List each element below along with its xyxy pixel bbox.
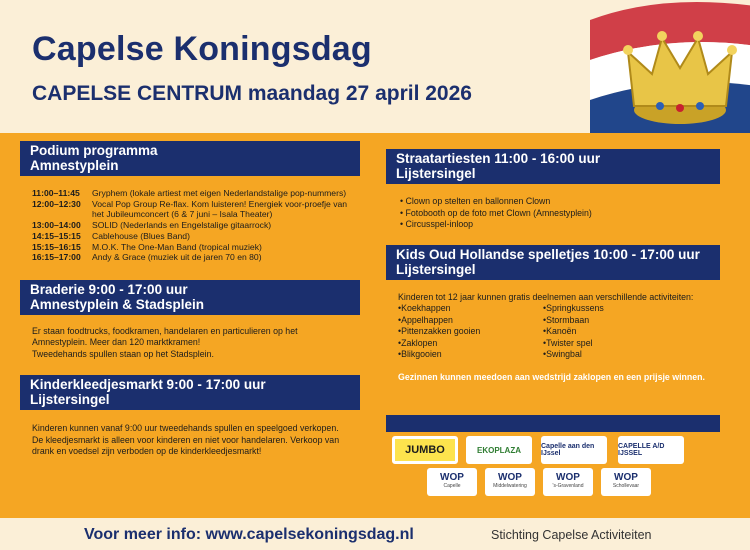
kids-heading xyxy=(386,245,720,280)
braderie-heading-line1: Braderie 9:00 - 17:00 uur xyxy=(30,281,188,297)
schedule-act: M.O.K. The One-Man Band (tropical muziek) xyxy=(92,241,262,252)
page-subtitle: CAPELSE CENTRUM maandag 27 april 2026 xyxy=(32,82,472,105)
schedule-time: 16:15–17:00 xyxy=(32,252,81,263)
straat-heading-line2: Lijstersingel xyxy=(396,166,476,181)
wop-label: WOP xyxy=(498,472,522,483)
list-item: • Stormbaan xyxy=(543,315,708,327)
kids-intro: Kinderen tot 12 jaar kunnen gratis deelnemen aan verschillende activiteiten: xyxy=(398,291,694,302)
schedule-act: Andy & Grace (muziek uit de jaren 70 en 80) xyxy=(92,252,262,263)
wop-logo xyxy=(543,468,593,496)
capelle-adijssel-logo: CAPELLE A/D IJSSEL xyxy=(618,436,684,464)
wop-label: WOP xyxy=(556,472,580,483)
braderie-heading xyxy=(20,280,360,315)
footer xyxy=(0,518,750,550)
ekoplaza-logo: EKOPLAZA xyxy=(466,436,532,464)
list-item: • Pittenzakken gooien xyxy=(398,326,543,338)
schedule-act: SOLID (Nederlands en Engelstalige gitaarrock) xyxy=(92,220,272,231)
schedule-time: 11:00–11:45 xyxy=(32,188,80,198)
sponsor-divider xyxy=(386,415,720,432)
kids-games-left xyxy=(398,303,543,361)
list-item: • Springkussens xyxy=(543,303,708,315)
kids-games xyxy=(386,303,720,361)
kinderkleed-heading-line2: Lijstersingel xyxy=(30,392,110,408)
wop-sub: Schollevaar xyxy=(612,483,640,489)
list-item: • Blikgooien xyxy=(398,349,543,361)
podium-heading xyxy=(20,141,360,176)
wop-logo xyxy=(485,468,535,496)
braderie-text-1: Er staan foodtrucks, foodkramen, handelaren en particulieren op het Amnestyplein. Meer dan 120 marktkramen! xyxy=(32,325,298,348)
jumbo-logo: JUMBO xyxy=(392,436,458,464)
kinderkleed-text: Kinderen kunnen vanaf 9:00 uur tweedehands spullen en speelgoed verkopen. De kleedjesmarkt is alleen voor kinderen en niet voor handelaren. Verkoop van drank en voedsel zijn verboden op de kinderkleedjesmarkt! xyxy=(32,423,340,457)
kids-heading-line1: Kids Oud Hollandse spelletjes 10:00 - 17:00 uur xyxy=(396,246,700,262)
kids-games-right xyxy=(543,303,708,361)
list-item: • Appelhappen xyxy=(398,315,543,327)
schedule-time: 12:00–12:30 xyxy=(32,198,81,209)
kids-heading-line2: Lijstersingel xyxy=(396,261,476,277)
list-item: • Swingbal xyxy=(543,349,708,361)
gemeente-capelle-logo: Capelle aan den IJssel xyxy=(541,436,607,464)
schedule-act: Gryphem (lokale artiest met eigen Nederlandstalige pop-nummers) xyxy=(92,188,347,198)
kinderkleed-heading xyxy=(20,375,360,410)
wop-label: WOP xyxy=(440,472,464,483)
wop-sub: Middelwatering xyxy=(493,483,527,489)
list-item: • Clown op stelten en ballonnen Clown xyxy=(400,196,706,208)
left-column xyxy=(20,141,360,458)
kids-note: Gezinnen kunnen meedoen aan wedstrijd zaklopen en een prijsje winnen. xyxy=(398,371,705,382)
wop-logo xyxy=(601,468,651,496)
list-item: • Kanoën xyxy=(543,326,708,338)
straat-list xyxy=(386,196,720,231)
list-item: • Fotobooth op de foto met Clown (Amnestyplein) xyxy=(400,208,706,220)
braderie-heading-line2: Amnestyplein & Stadsplein xyxy=(30,296,205,312)
page-title: Capelse Koningsdag xyxy=(32,30,372,68)
straat-heading xyxy=(386,149,720,184)
podium-heading-line1: Podium programma xyxy=(30,143,158,158)
wop-logo xyxy=(427,468,477,496)
footer-organisation: Stichting Capelse Activiteiten xyxy=(491,528,652,542)
kinderkleed-heading-line1: Kinderkleedjesmarkt 9:00 - 17:00 uur xyxy=(30,377,266,393)
right-column xyxy=(386,141,720,383)
braderie-text-2: Tweedehands spullen staan op het Stadsplein. xyxy=(32,348,214,359)
list-item: • Circusspel-inloop xyxy=(400,219,706,231)
wop-sub: Capelle xyxy=(443,483,461,489)
footer-info-link[interactable]: Voor meer info: www.capelsekoningsdag.nl xyxy=(84,526,414,543)
schedule-time: 14:15–15:15 xyxy=(32,230,81,241)
crown-icon xyxy=(620,22,738,130)
straat-heading-line1: Straatartiesten 11:00 - 16:00 uur xyxy=(396,151,601,166)
schedule-time: 15:15–16:15 xyxy=(32,241,81,252)
podium-heading-line2: Amnestyplein xyxy=(30,158,119,173)
braderie-text xyxy=(20,326,360,361)
list-item: • Zaklopen xyxy=(398,338,543,350)
header xyxy=(0,0,750,133)
podium-schedule xyxy=(20,188,360,263)
schedule-act: Vocal Pop Group Re-flax. Kom luisteren! Energiek voor-proefje van het Jubileumconcert (6 & 7 juni – Isala Theater) xyxy=(92,198,348,220)
list-item: • Koekhappen xyxy=(398,303,543,315)
list-item: • Twister spel xyxy=(543,338,708,350)
schedule-time: 13:00–14:00 xyxy=(32,220,81,231)
wop-label: WOP xyxy=(614,472,638,483)
schedule-act: Cablehouse (Blues Band) xyxy=(92,230,190,241)
wop-sub: 's-Gravenland xyxy=(552,483,584,489)
